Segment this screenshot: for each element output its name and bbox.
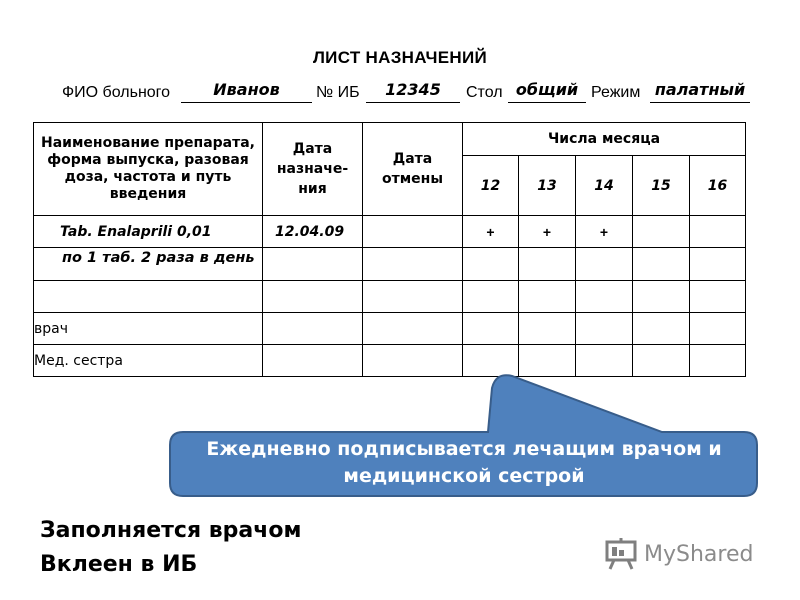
day-mark: + — [519, 216, 576, 248]
callout-line-2: медицинской сестрой — [343, 465, 585, 487]
day-mark: + — [576, 216, 633, 248]
column-header-days: Числа месяца — [463, 123, 746, 156]
nurse-signature-label: Мед. сестра — [34, 345, 263, 377]
day-number: 16 — [690, 156, 746, 216]
footer-line-1: Заполняется врачом — [40, 518, 302, 543]
table-diet-value: общий — [515, 80, 579, 99]
day-number: 14 — [576, 156, 633, 216]
patient-label: ФИО больного — [62, 84, 171, 101]
column-header-drug: Наименование препарата, форма выпуска, разовая доза, частота и путь введения — [34, 123, 263, 216]
drug-name: Tab. Enalaprili 0,01 — [34, 216, 263, 248]
presentation-board-icon — [604, 537, 638, 571]
column-header-date-start: Дата назначе-ния — [263, 123, 363, 216]
column-header-date-cancel: Дата отмены — [363, 123, 463, 216]
doctor-signature-label: врач — [34, 313, 263, 345]
footer-notes — [40, 514, 301, 582]
page-title: ЛИСТ НАЗНАЧЕНИЙ — [312, 48, 488, 67]
day-number: 12 — [463, 156, 519, 216]
callout-text — [172, 432, 756, 494]
history-label: № ИБ — [316, 84, 360, 101]
footer-line-2: Вклеен в ИБ — [40, 552, 198, 577]
patient-value: Иванов — [213, 80, 280, 99]
history-value: 12345 — [385, 80, 441, 99]
day-mark: + — [463, 216, 519, 248]
day-number: 15 — [633, 156, 690, 216]
callout-line-1: Ежедневно подписывается лечащим врачом и — [206, 438, 722, 460]
date-start: 12.04.09 — [263, 216, 363, 248]
logo-text: MyShared — [644, 541, 754, 567]
table-diet-label: Стол — [466, 84, 503, 101]
regime-label: Режим — [591, 84, 641, 101]
site-logo — [604, 534, 753, 574]
day-number: 13 — [519, 156, 576, 216]
dosage-instructions: по 1 таб. 2 раза в день — [62, 250, 255, 266]
regime-value: палатный — [654, 80, 746, 99]
